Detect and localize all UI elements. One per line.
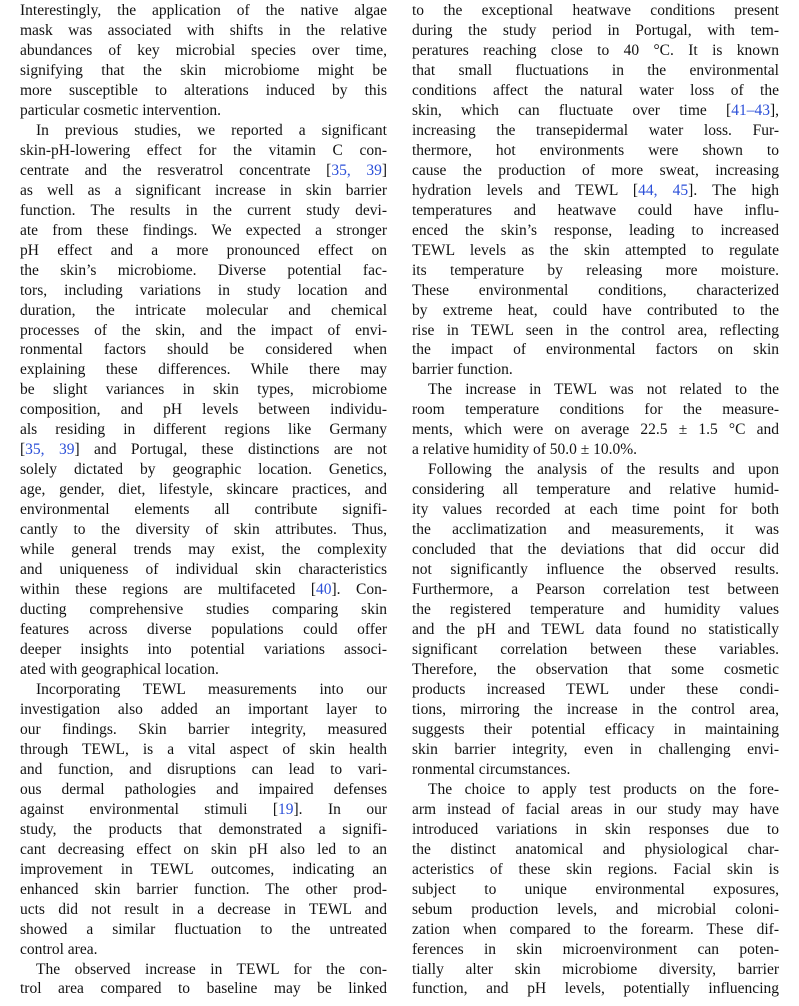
text-line: and uniqueness of individual skin characteristics — [20, 561, 387, 579]
left-column — [20, 1, 387, 999]
right-column — [412, 1, 779, 999]
text-line: within these regions are multifaceted [40]. Con- — [20, 581, 387, 599]
text-line: cant decreasing effect on skin pH also led to an — [20, 840, 387, 858]
text-line: sebum production levels, and microbial coloni- — [412, 900, 779, 918]
text-line: Following the analysis of the results and upon — [428, 461, 779, 479]
text-line: solely dictated by geographic location. Genetics, — [20, 461, 387, 479]
text-line: subject to unique environmental exposures, — [412, 880, 779, 898]
citation-reference[interactable]: 44, 45 — [638, 181, 689, 199]
text-line: ferences in skin microenvironment can poten- — [412, 940, 779, 958]
text-line: particular cosmetic intervention. — [20, 101, 221, 119]
text-line: products increased TEWL under these condi- — [412, 680, 779, 698]
text-line: to the exceptional heatwave conditions present — [412, 2, 779, 19]
text-line: cause the production of more sweat, increasing — [412, 161, 779, 179]
text-line: deeper insights into potential variations associ- — [20, 641, 387, 658]
text-line: its temperature by releasing more moisture. — [412, 261, 779, 279]
text-line: zation when compared to the forearm. These dif- — [412, 920, 779, 938]
text-line: ity values recorded at each time point for both — [412, 501, 779, 519]
text-line: through TEWL, is a vital aspect of skin health — [20, 740, 387, 758]
text-line: features across diverse populations could offer — [20, 621, 387, 639]
text-line: acteristics of these skin regions. Facial skin is — [412, 860, 779, 878]
text-line: ucts did not result in a decrease in TEWL and — [20, 900, 387, 918]
text-line: TEWL levels as the skin attempted to regulate — [412, 241, 779, 259]
text-line: ronmental circumstances. — [412, 760, 571, 778]
text-line: tially alter skin microbiome diversity, barrier — [412, 960, 779, 978]
text-line: ronmental factors should be considered when — [20, 341, 387, 359]
text-line: and the pH and TEWL data found no statistically — [412, 621, 779, 639]
text-line: showed a similar fluctuation to the untreated — [20, 920, 387, 938]
text-line: arm instead of facial areas in our study may have — [412, 800, 779, 818]
text-line: our findings. Skin barrier integrity, measured — [20, 720, 387, 738]
text-line: significant correlation between these variables. — [412, 641, 779, 658]
text-line: In previous studies, we reported a significant — [36, 121, 387, 139]
text-line: study, the products that demonstrated a signifi- — [20, 820, 387, 838]
text-line: [35, 39] and Portugal, these distinctions are not — [20, 441, 387, 459]
text-line: cantly to the diversity of skin attributes. Thus, — [20, 521, 387, 539]
text-line: as well as a significant increase in skin barrier — [20, 181, 387, 199]
text-line: ments, which were on average 22.5 ± 1.5 °C and — [412, 421, 779, 439]
text-line: Incorporating TEWL measurements into our — [36, 680, 387, 698]
citation-reference[interactable]: 40 — [315, 581, 332, 599]
text-line: Interestingly, the application of the native algae — [20, 2, 387, 19]
text-line: the distinct anatomical and physiological char- — [412, 840, 779, 858]
text-line: ous dermal pathologies and impaired defenses — [20, 780, 387, 798]
text-line: and function, and disruptions can lead to vari- — [20, 760, 387, 778]
text-line: abundances of key microbial species over time, — [20, 41, 387, 59]
text-line: suggests their potential efficacy in maintaining — [412, 720, 779, 738]
text-line: enced the skin’s response, leading to increased — [412, 221, 779, 239]
text-line: the acclimatization and measurements, it was — [412, 521, 779, 539]
text-line: pH effect and a more pronounced effect on — [20, 241, 387, 259]
text-line: als residing in different regions like Germany — [20, 421, 387, 439]
text-line: thermore, hot environments were shown to — [412, 141, 779, 159]
text-line: the skin’s microbiome. Diverse potential fac- — [20, 261, 387, 279]
text-line: temperatures and heatwave could have influ- — [412, 201, 779, 219]
text-line: control area. — [20, 940, 98, 958]
text-line: a relative humidity of 50.0 ± 10.0%. — [412, 441, 638, 459]
text-line: processes of the skin, and the impact of envi- — [20, 321, 387, 339]
text-line: considering all temperature and relative humid- — [412, 481, 779, 499]
text-line: room temperature conditions for the measure- — [412, 401, 779, 419]
text-line: the impact of environmental factors on skin — [412, 341, 779, 359]
text-line: tors, including variations in study location and — [20, 281, 387, 299]
text-line: centrate and the resveratrol concentrate [35, 39] — [20, 161, 387, 179]
text-line: function. The results in the current study devi- — [20, 201, 387, 219]
text-line: against environmental stimuli [19]. In our — [20, 800, 388, 818]
citation-reference[interactable]: 19 — [278, 800, 294, 818]
text-line: The choice to apply test products on the fore- — [428, 780, 779, 798]
text-line: hydration levels and TEWL [44, 45]. The high — [412, 181, 779, 199]
text-line: be slight variances in skin types, microbiome — [20, 381, 387, 399]
text-line: skin barrier integrity, even in challenging envi- — [412, 740, 779, 758]
text-line: The increase in TEWL was not related to the — [428, 381, 779, 399]
text-line: composition, and pH levels between individu- — [20, 401, 387, 419]
text-line: age, gender, diet, lifestyle, skincare practices, and — [20, 481, 387, 499]
text-line: the registered temperature and humidity values — [412, 601, 779, 619]
text-line: barrier function. — [412, 361, 513, 379]
text-line: ated with geographical location. — [20, 660, 219, 678]
text-line: rise in TEWL seen in the control area, reflecting — [412, 321, 779, 339]
citation-reference[interactable]: 41–43 — [731, 101, 770, 119]
text-line: Furthermore, a Pearson correlation test between — [412, 581, 779, 599]
text-line: trol area compared to baseline may be linked — [20, 980, 387, 998]
text-line: enhanced skin barrier function. The other prod- — [20, 880, 387, 898]
text-line: that small fluctuations in the environmental — [412, 61, 779, 79]
text-line: more susceptible to alterations induced by this — [20, 81, 387, 99]
text-line: introduced variations in skin responses due to — [412, 820, 779, 838]
text-line: improvement in TEWL outcomes, indicating an — [20, 860, 387, 878]
text-line: while general trends may exist, the complexity — [20, 541, 387, 559]
text-line: function, and pH levels, potentially influencing — [412, 980, 779, 998]
text-line: tions, mirroring the increase in the control area, — [412, 700, 779, 718]
text-line: The observed increase in TEWL for the con- — [36, 960, 387, 978]
text-line: duration, the intricate molecular and chemical — [20, 301, 387, 319]
text-line: investigation also added an important layer to — [20, 700, 387, 718]
text-line: not significantly influence the observed results. — [412, 561, 779, 579]
text-line: environmental elements all contribute signifi- — [20, 501, 387, 519]
citation-reference[interactable]: 35, 39 — [25, 441, 75, 459]
text-line: by extreme heat, could have contributed to the — [412, 301, 779, 319]
text-line: during the study period in Portugal, with tem- — [412, 21, 779, 39]
text-line: conditions affect the natural water loss of the — [412, 81, 779, 99]
text-line: ate from these findings. We expected a stronger — [20, 221, 387, 239]
citation-reference[interactable]: 35, 39 — [331, 161, 382, 179]
text-line: These environmental conditions, characterized — [412, 281, 779, 299]
text-line: ducting comprehensive studies comparing skin — [20, 601, 387, 619]
text-line: mask was associated with shifts in the relative — [20, 21, 387, 39]
text-line: skin-pH-lowering effect for the vitamin C con- — [20, 141, 387, 159]
text-line: explaining these differences. While there may — [20, 361, 387, 379]
text-line: concluded that the deviations that did occur did — [412, 541, 779, 559]
text-line: skin, which can fluctuate over time [41–43], — [412, 101, 779, 119]
text-line: increasing the transepidermal water loss. Fur- — [412, 121, 779, 139]
text-line: Therefore, the observation that some cosmetic — [412, 660, 779, 678]
text-line: peratures reaching close to 40 °C. It is known — [412, 41, 779, 59]
text-line: signifying that the skin microbiome might be — [20, 61, 387, 79]
